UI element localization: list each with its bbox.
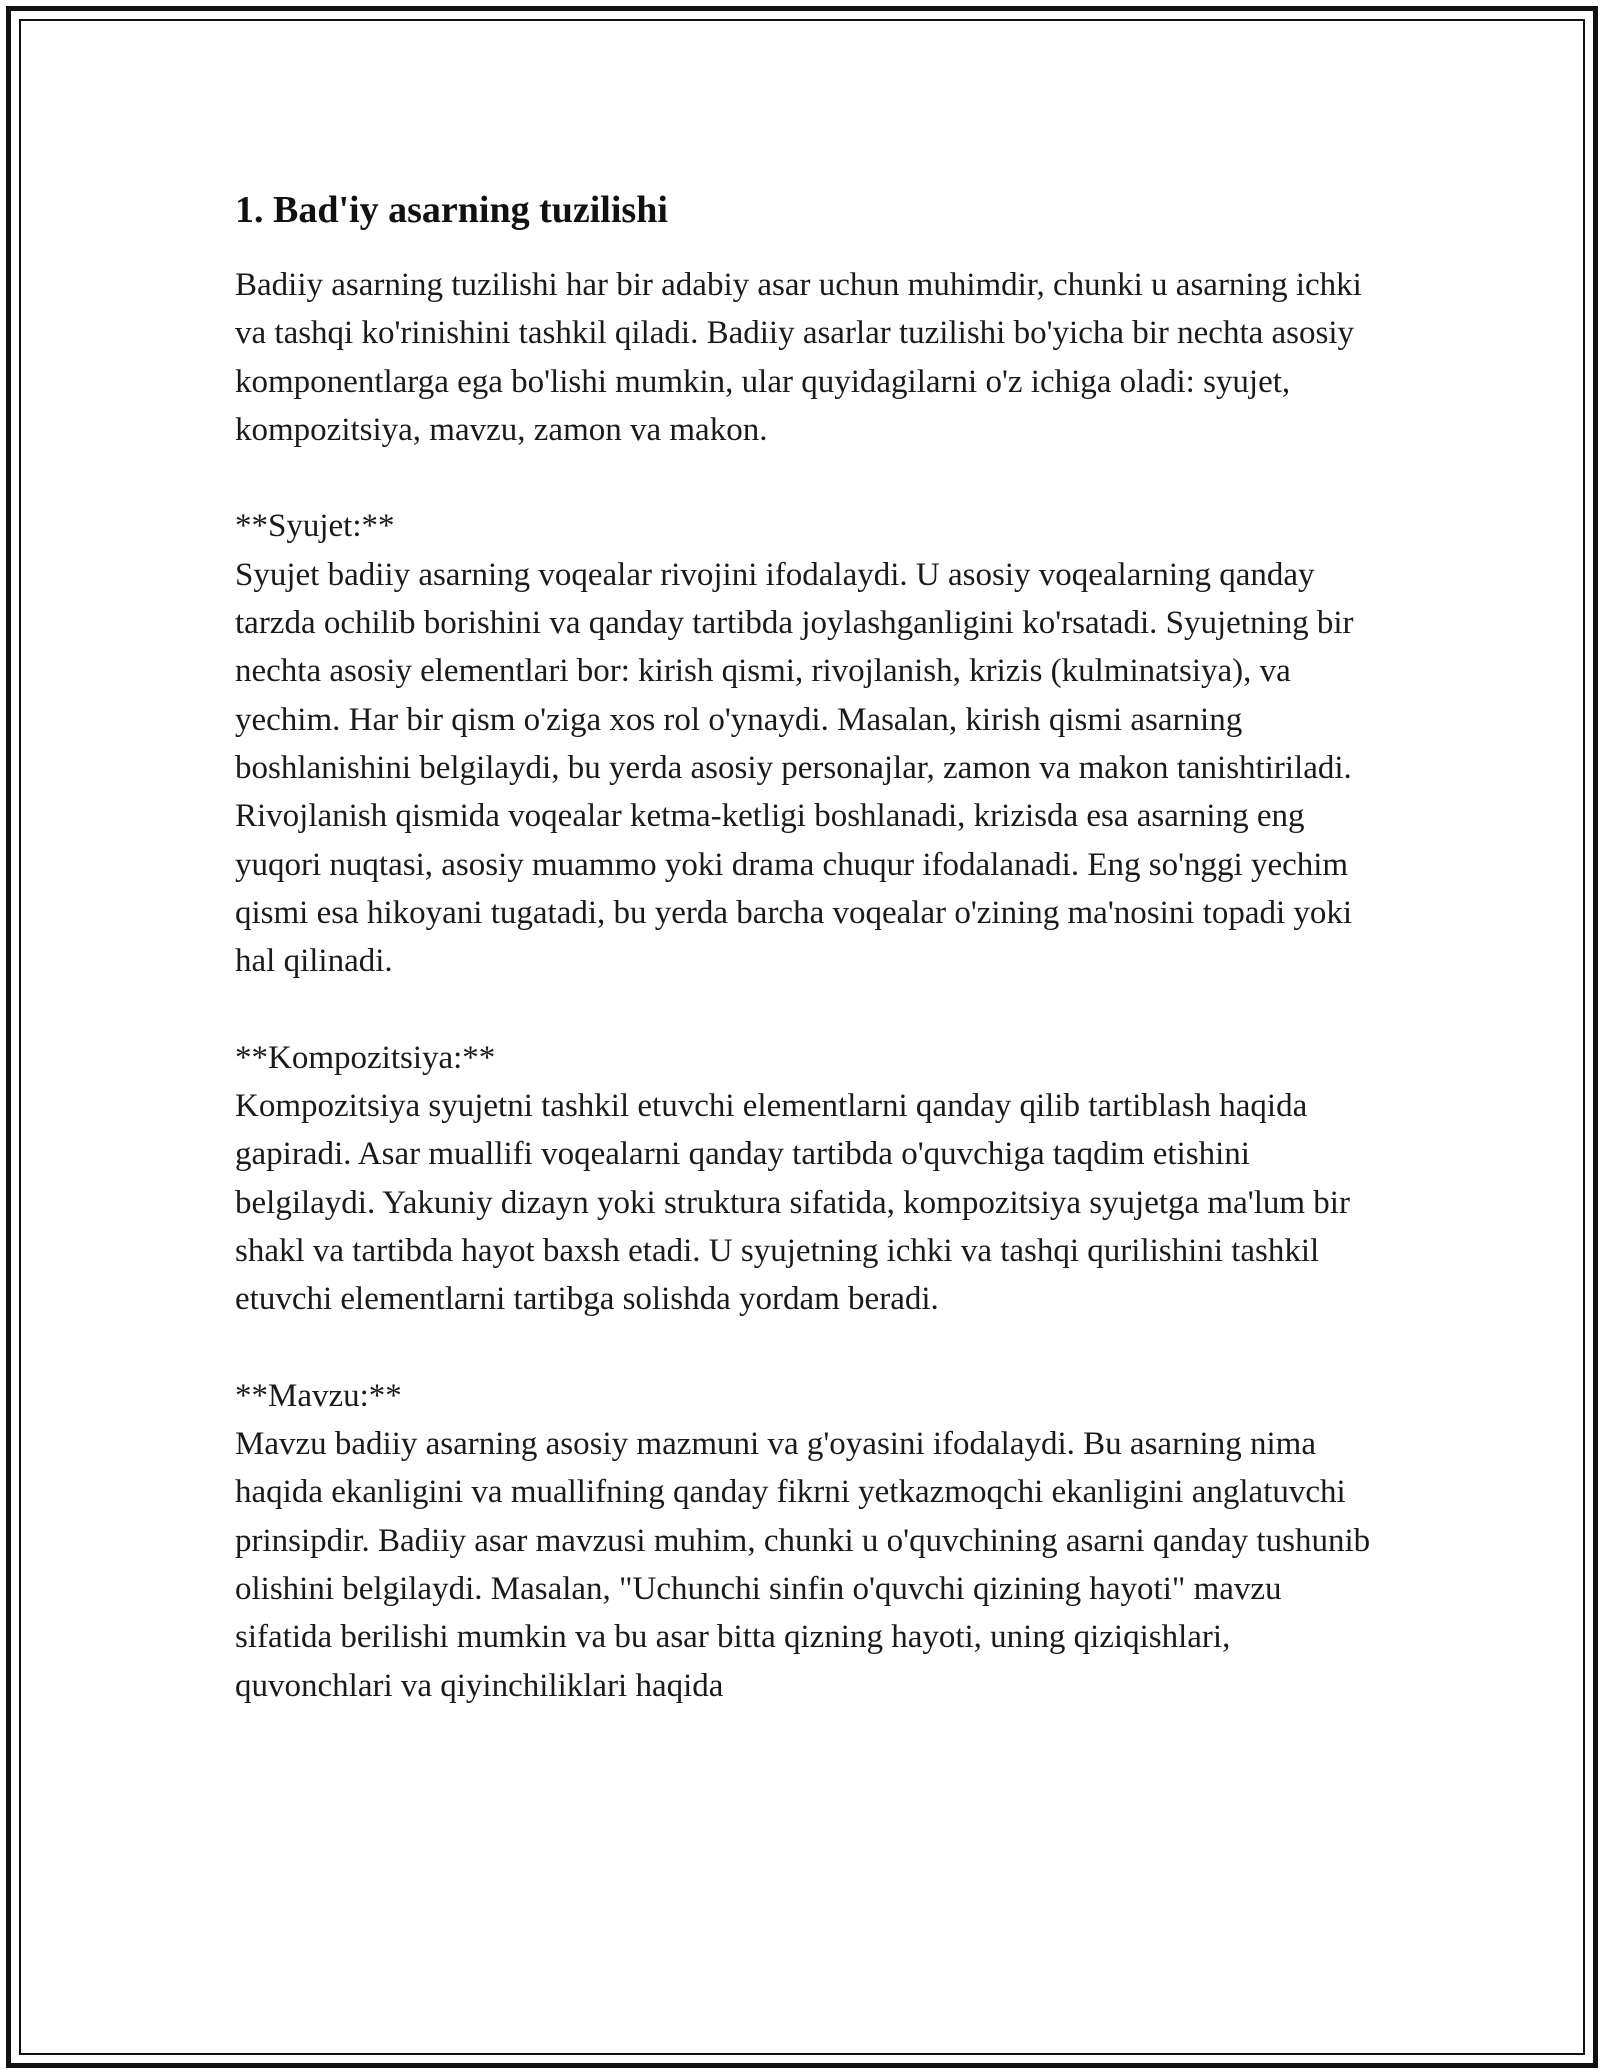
section-mavzu [235, 1372, 1375, 1710]
document-body [235, 185, 1375, 1710]
section-body-kompozitsiya: Kompozitsiya syujetni tashkil etuvchi elementlarni qanday qilib tartiblash haqida gapiradi. Asar muallifi voqealarni qanday tartibda o'quvchiga taqdim etishini belgilaydi. Yakuniy dizayn yoki struktura sifatida, kompozitsiya syujetga ma'lum bir shakl va tartibda hayot baxsh etadi. U syujetning ichki va tashqi qurilishini tashkil etuvchi elementlarni tartibga solishda yordam beradi. [235, 1088, 1350, 1318]
section-kompozitsiya [235, 1034, 1375, 1324]
section-title-syujet: **Syujet:** [235, 508, 395, 545]
section-body-mavzu: Mavzu badiiy asarning asosiy mazmuni va g'oyasini ifodalaydi. Bu asarning nima haqida ekanligini va muallifning qanday fikrni yetkazmoqchi ekanligini anglatuvchi prinsipdir. Badiiy asar mavzusi muhim, chunki u o'quvchining asarni qanday tushunib olishini belgilaydi. Masalan, "Uchunchi sinfin o'quvchi qizining hayoti" mavzu sifatida berilishi mumkin va bu asar bitta qizning hayoti, uning qiziqishlari, quvonchlari va qiyinchiliklari haqida [235, 1426, 1371, 1704]
intro-paragraph: Badiiy asarning tuzilishi har bir adabiy asar uchun muhimdir, chunki u asarning ichki va tashqi ko'rinishini tashkil qiladi. Badiiy asarlar tuzilishi bo'yicha bir nechta asosiy komponentlarga ega bo'lishi mumkin, ular quyidagilarni o'z ichiga oladi: syujet, kompozitsiya, mavzu, zamon va makon. [235, 267, 1362, 448]
document-heading: 1. Bad'iy asarning tuzilishi [235, 189, 668, 231]
section-body-syujet: Syujet badiiy asarning voqealar rivojini ifodalaydi. U asosiy voqealarning qanday tarzda ochilib borishini va qanday tartibda joylashganligini ko'rsatadi. Syujetning bir nechta asosiy elementlari bor: kirish qismi, rivojlanish, krizis (kulminatsiya), va yechim. Har bir qism o'ziga xos rol o'ynaydi. Masalan, kirish qismi asarning boshlanishini belgilaydi, bu yerda asosiy personajlar, zamon va makon tanishtiriladi. Rivojlanish qismida voqealar ketma-ketligi boshlanadi, krizisda esa asarning eng yuqori nuqtasi, asosiy muammo yoki drama chuqur ifodalanadi. Eng so'nggi yechim qismi esa hikoyani tugatadi, bu yerda barcha voqealar o'zining ma'nosini topadi yoki hal qilinadi. [235, 556, 1354, 980]
section-title-mavzu: **Mavzu:** [235, 1377, 402, 1414]
section-title-kompozitsiya: **Kompozitsiya:** [235, 1039, 496, 1076]
section-syujet [235, 502, 1375, 985]
